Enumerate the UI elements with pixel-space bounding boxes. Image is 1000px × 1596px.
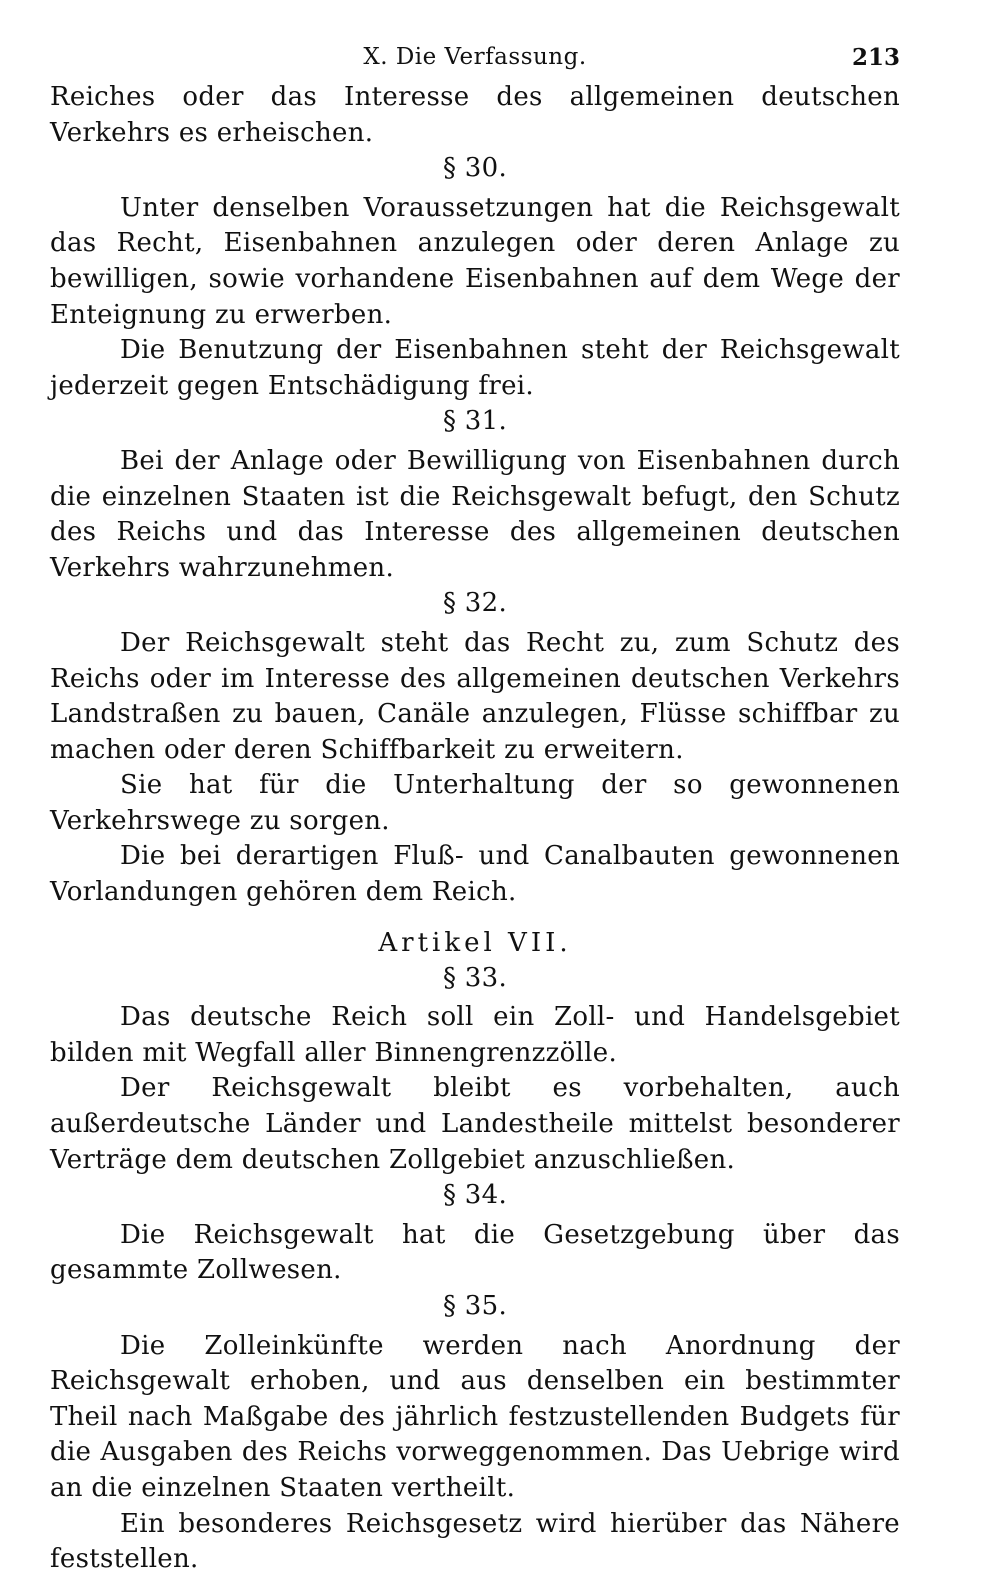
section-33-paragraph-2: Der Reichsgewalt bleibt es vorbehalten, auch außerdeutsche Länder und Landestheile mittelst besonderer Verträge dem deutschen Zollgebiet anzuschließen. <box>50 1073 900 1175</box>
page-body <box>50 80 900 1578</box>
section-30-paragraph-2: Die Benutzung der Eisenbahnen steht der Reichsgewalt jederzeit gegen Entschädigung frei. <box>50 335 900 401</box>
section-32-paragraph-2: Sie hat für die Unterhaltung der so gewonnenen Verkehrswege zu sorgen. <box>50 770 900 836</box>
section-32-paragraph-1: Der Reichsgewalt steht das Recht zu, zum Schutz des Reichs oder im Interesse des allgemeinen deutschen Verkehrs Landstraßen zu bauen, Canäle anzulegen, Flüsse schiffbar zu machen oder deren Schiffbarkeit zu erweitern. <box>50 627 900 765</box>
section-34-paragraph-1: Die Reichsgewalt hat die Gesetzgebung über das gesammte Zollwesen. <box>50 1219 900 1286</box>
article-heading: Artikel VII. <box>378 927 572 958</box>
section-32-paragraph-3: Die bei derartigen Fluß- und Canalbauten gewonnenen Vorlandungen gehören dem Reich. <box>50 841 900 908</box>
section-30-paragraph-1: Unter denselben Voraussetzungen hat die Reichsgewalt das Recht, Eisenbahnen anzulegen oder deren Anlage zu bewilligen, sowie vorhandene Eisenbahnen auf dem Wege der Enteignung zu erwerben. <box>50 192 900 330</box>
section-heading-34: § 34. <box>442 1180 508 1211</box>
running-head <box>50 40 900 80</box>
section-heading-32: § 32. <box>442 588 508 619</box>
page-number: 213 <box>851 44 900 71</box>
section-heading-33: § 33. <box>442 962 508 993</box>
section-heading-31: § 31. <box>442 406 508 437</box>
section-35-paragraph-1: Die Zolleinkünfte werden nach Anordnung der Reichsgewalt erhoben, und aus denselben ein bestimmter Theil nach Maßgabe des jährlich festzustellenden Budgets für die Ausgaben des Reichs vorweggenommen. Das Uebrige wird an die einzelnen Staaten vertheilt. <box>50 1330 900 1503</box>
continuation-paragraph: Reiches oder das Interesse des allgemeinen deutschen Verkehrs es erheischen. <box>50 82 900 148</box>
running-title: X. Die Verfassung. <box>363 44 587 70</box>
section-heading-35: § 35. <box>442 1291 508 1321</box>
section-31-paragraph-1: Bei der Anlage oder Bewilligung von Eisenbahnen durch die einzelnen Staaten ist die Reichsgewalt befugt, den Schutz des Reichs und das Interesse des allgemeinen deutschen Verkehrs wahrzunehmen. <box>50 445 900 583</box>
section-33-paragraph-1: Das deutsche Reich soll ein Zoll- und Handelsgebiet bilden mit Wegfall aller Binnengrenzzölle. <box>50 1002 900 1068</box>
section-35-paragraph-2: Ein besonderes Reichsgesetz wird hierüber das Nähere feststellen. <box>50 1508 900 1575</box>
section-heading-30: § 30. <box>442 153 508 184</box>
